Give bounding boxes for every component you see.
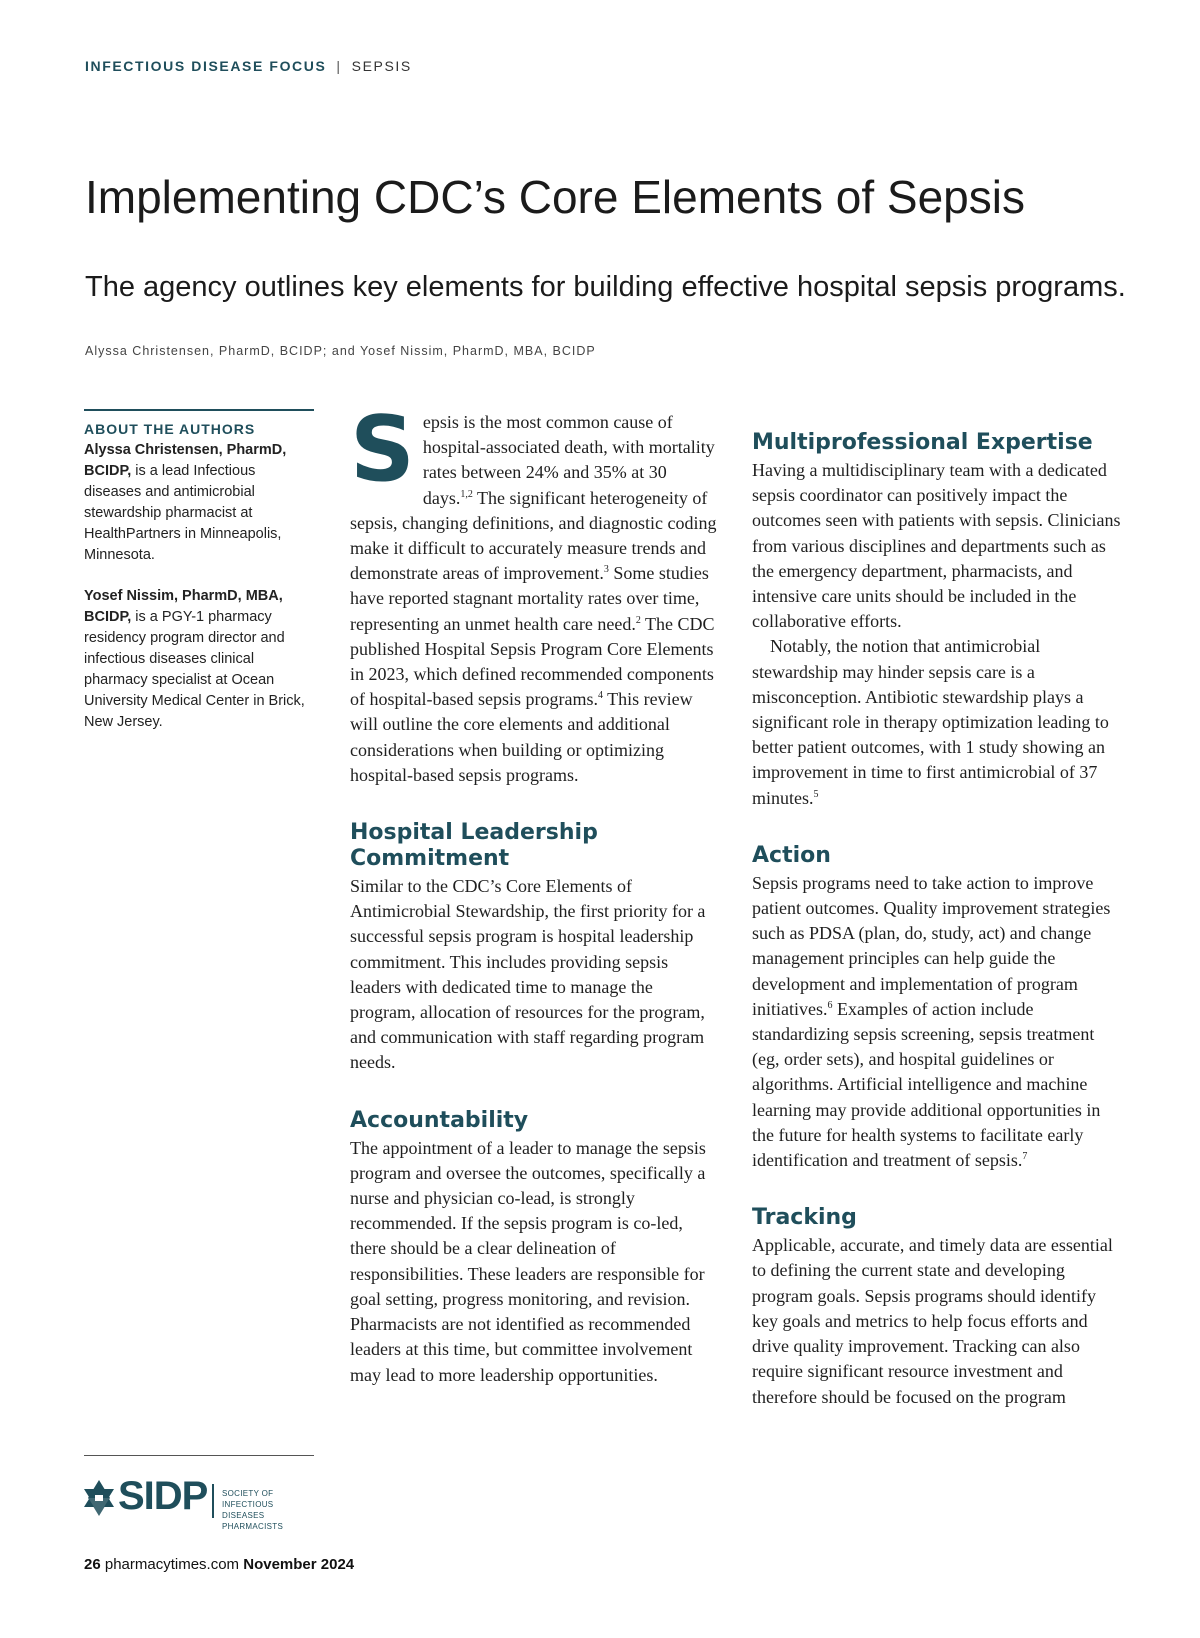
ref-2: 2 xyxy=(635,614,641,626)
body-column-1 xyxy=(350,397,718,1388)
ref-7: 7 xyxy=(1022,1151,1028,1163)
logo-divider xyxy=(212,1484,214,1518)
author2-bio xyxy=(84,586,316,733)
intro-text-1: epsis is the most common cause of hospital-associated death, with mortality rates between 24% and 35% at 30 days. xyxy=(422,412,715,508)
page-footer xyxy=(84,1556,354,1573)
running-head xyxy=(85,58,412,74)
drop-cap: S xyxy=(350,397,415,502)
action-text-1: Sepsis programs need to take action to improve patient outcomes. Quality improvement strategies such as PDSA (plan, do, study, act) and change management principles can help guide the development and implementation of program initiatives. xyxy=(752,872,1111,1019)
ref-3: 3 xyxy=(603,564,609,576)
page-number: 26 xyxy=(84,1556,101,1573)
logo-tagline xyxy=(222,1488,316,1532)
logo-tagline-line2: DISEASES PHARMACISTS xyxy=(222,1511,284,1531)
footer-site: pharmacytimes.com xyxy=(100,1556,244,1573)
intro-text-5: This review will outline the core elements and additional considerations when building or optimizing hospital-based sepsis programs. xyxy=(350,689,693,785)
section-separator: | xyxy=(336,58,342,74)
heading-action: Action xyxy=(752,842,831,868)
section-label: INFECTIOUS DISEASE FOCUS xyxy=(85,58,327,74)
about-authors-sidebar xyxy=(84,419,316,753)
sidp-star-icon xyxy=(84,1480,114,1516)
tracking-paragraph: Applicable, accurate, and timely data are essential to defining the current state and developing program goals. Sepsis programs should identify key goals and metrics to help focus efforts and drive quality improvement. Tracking can also require significant resource investment and therefore should be focused on the program xyxy=(752,1235,1113,1407)
author1-bio-text: is a lead Infectious diseases and antimicrobial stewardship pharmacist at HealthPartners in Minneapolis, Minnesota. xyxy=(84,463,282,563)
expertise-paragraph-2 xyxy=(752,634,1122,810)
accountability-paragraph: The appointment of a leader to manage the sepsis program and oversee the outcomes, specifically a nurse and physician co-lead, is strongly recommended. If the sepsis program is co-led, there should be a clear delineation of responsibilities. These leaders are responsible for goal setting, progress monitoring, and revision. Pharmacists are not identified as recommended leaders at this time, but committee involvement may lead to more leadership opportunities. xyxy=(350,1137,706,1385)
article-title: Implementing CDC’s Core Elements of Sepsis xyxy=(85,171,1025,223)
intro-paragraph xyxy=(350,397,718,788)
sidebar-heading: ABOUT THE AUTHORS xyxy=(84,421,256,437)
author2-name: Yosef Nissim, PharmD, MBA, BCIDP, xyxy=(84,588,283,625)
action-paragraph xyxy=(752,871,1122,1173)
action-text-2: Examples of action include standardizing sepsis screening, sepsis treatment (eg, order sets), and hospital guidelines or algorithms. Artificial intelligence and machine learning may provide additional opportunities in the future for health systems to facilitate early identification and treatment of sepsis. xyxy=(752,998,1101,1171)
expertise-text-2: Notably, the notion that antimicrobial stewardship may hinder sepsis care is a misconception. Antibiotic stewardship plays a significant role in therapy optimization leading to better patient outcomes, with 1 study showing an improvement in time to first antimicrobial of 37 minutes. xyxy=(752,636,1109,808)
heading-tracking: Tracking xyxy=(752,1205,857,1231)
ref-4: 4 xyxy=(597,690,603,702)
author1-bio xyxy=(84,440,316,566)
sidebar-bottom-rule xyxy=(84,1455,314,1456)
ref-1-2: 1,2 xyxy=(460,488,473,500)
byline: Alyssa Christensen, PharmD, BCIDP; and Yosef Nissim, PharmD, MBA, BCIDP xyxy=(85,344,596,358)
body-column-2 xyxy=(752,410,1122,1410)
author2-bio-text: is a PGY-1 pharmacy residency program director and infectious diseases clinical pharmacy specialist at Ocean University Medical Center in Brick, New Jersey. xyxy=(84,609,305,730)
heading-leadership: Hospital Leadership Commitment xyxy=(350,820,598,872)
intro-text-3: Some studies have reported stagnant mortality rates over time, representing an unmet health care need. xyxy=(350,563,709,634)
intro-text-4: The CDC published Hospital Sepsis Program Core Elements in 2023, which defined recommended components of hospital-based sepsis programs. xyxy=(350,613,715,710)
heading-expertise: Multiprofessional Expertise xyxy=(752,430,1093,455)
logo-tagline-line1: SOCIETY OF INFECTIOUS xyxy=(222,1489,274,1509)
footer-issue: November 2024 xyxy=(243,1556,355,1573)
sidp-logo xyxy=(84,1474,316,1531)
article-subtitle: The agency outlines key elements for building effective hospital sepsis programs. xyxy=(85,271,1126,303)
ref-5: 5 xyxy=(813,788,819,800)
heading-accountability: Accountability xyxy=(350,1107,529,1133)
sidp-wordmark: SIDP xyxy=(118,1474,208,1518)
ref-6: 6 xyxy=(827,999,833,1011)
topic-label: SEPSIS xyxy=(351,58,412,74)
intro-text-2: The significant heterogeneity of sepsis, changing definitions, and diagnostic coding make it difficult to accurately measure trends and demonstrate areas of improvement. xyxy=(350,487,717,584)
author1-name: Alyssa Christensen, PharmD, BCIDP, xyxy=(84,442,287,479)
leadership-paragraph: Similar to the CDC’s Core Elements of Antimicrobial Stewardship, the first priority for a successful sepsis program is hospital leadership commitment. This includes providing sepsis leaders with dedicated time to manage the program, allocation of resources for the program, and communication with staff regarding program needs. xyxy=(350,876,706,1073)
sidebar-top-rule xyxy=(84,409,314,411)
expertise-paragraph-1: Having a multidisciplinary team with a dedicated sepsis coordinator can positively impact the outcomes seen with patients with sepsis. Clinicians from various disciplines and departments such as the emergency department, pharmacists, and intensive care units should be included in the collaborative efforts. xyxy=(752,460,1121,632)
